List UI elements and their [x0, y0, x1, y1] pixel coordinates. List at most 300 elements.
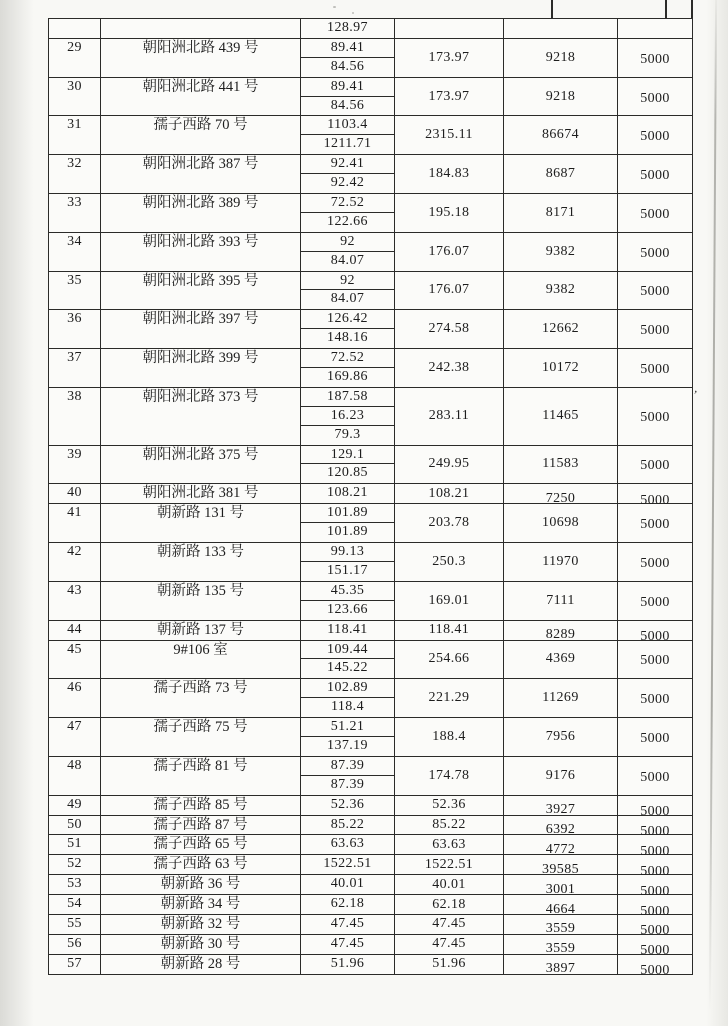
area-value: 126.42 [301, 310, 394, 329]
row-no: 51 [67, 836, 82, 852]
table-row [48, 446, 693, 485]
address-cell [100, 855, 300, 874]
row-amount: 3927 [545, 802, 576, 818]
table-row [48, 835, 693, 859]
area-subcells [300, 757, 394, 795]
row-address: 孺子西路 85 号 [153, 796, 248, 813]
amount-cell [503, 19, 617, 38]
area-value: 72.52 [301, 349, 394, 368]
address-cell [100, 955, 300, 974]
area-value: 148.16 [327, 330, 368, 346]
total-cell [394, 543, 503, 581]
row-amount: 11970 [542, 553, 579, 569]
row-no: 29 [67, 39, 82, 55]
row-total: 85.22 [432, 816, 466, 832]
row-amount: 9218 [545, 88, 576, 104]
table-row [48, 641, 693, 680]
address-cell [100, 504, 300, 542]
area-subcells [300, 233, 394, 271]
row-no: 50 [67, 816, 82, 832]
address-cell [100, 446, 300, 484]
row-address: 9#106 室 [173, 641, 228, 658]
row-address: 朝新路 34 号 [160, 896, 241, 913]
row-price: 5000 [640, 492, 670, 508]
amount-cell [503, 446, 617, 484]
row-amount: 9382 [545, 243, 576, 259]
total-cell [394, 388, 503, 445]
row-no: 47 [67, 719, 82, 735]
row-amount: 8687 [545, 166, 576, 182]
row-price: 5000 [640, 883, 670, 899]
area-subcells [300, 155, 394, 193]
row-no-cell [48, 855, 100, 874]
row-no: 39 [67, 446, 82, 462]
amount-cell [503, 233, 617, 271]
price-cell [617, 116, 693, 154]
area-value: 84.07 [330, 291, 365, 307]
address-cell [100, 582, 300, 620]
row-price: 5000 [640, 730, 670, 746]
row-amount: 4664 [545, 901, 576, 917]
area-value: 87.39 [301, 757, 394, 776]
row-price: 5000 [640, 555, 670, 571]
row-total: 283.11 [428, 408, 470, 424]
amount-cell [503, 895, 617, 917]
row-price: 5000 [640, 129, 670, 145]
total-cell [394, 757, 503, 795]
area-subcells [300, 955, 394, 974]
row-total: 203.78 [428, 515, 470, 531]
row-price: 5000 [640, 284, 670, 300]
row-no: 33 [67, 195, 82, 211]
row-no: 56 [67, 935, 82, 951]
row-no-cell [48, 955, 100, 974]
amount-cell [503, 310, 617, 348]
total-cell [394, 835, 503, 854]
row-total: 47.45 [432, 916, 466, 932]
row-no-cell [48, 582, 100, 620]
row-address: 孺子西路 70 号 [153, 117, 248, 134]
address-cell [100, 718, 300, 756]
area-value: 40.01 [330, 876, 365, 892]
row-price: 5000 [640, 323, 670, 339]
row-address: 朝阳洲北路 399 号 [142, 350, 259, 367]
area-value: 118.4 [331, 699, 364, 715]
price-cell [617, 641, 693, 679]
row-no: 41 [67, 505, 82, 521]
total-cell [394, 855, 503, 874]
table-row [48, 116, 693, 155]
table-row [48, 796, 693, 820]
row-no-cell [48, 310, 100, 348]
row-amount: 7956 [545, 728, 576, 744]
table-row [48, 582, 693, 621]
price-cell [617, 718, 693, 756]
row-no: 37 [67, 350, 82, 366]
row-address: 孺子西路 87 号 [153, 816, 248, 833]
row-address: 朝新路 36 号 [160, 876, 241, 893]
column-line-stub [551, 0, 553, 19]
address-cell [100, 835, 300, 854]
row-no: 32 [67, 156, 82, 172]
row-no-cell [48, 349, 100, 387]
area-value: 89.41 [301, 78, 394, 97]
price-cell [617, 19, 693, 38]
area-value: 101.89 [327, 524, 368, 540]
area-value: 1522.51 [323, 856, 372, 872]
row-price: 5000 [640, 517, 670, 533]
address-cell [100, 78, 300, 116]
row-no: 31 [67, 117, 82, 133]
amount-cell [503, 955, 617, 977]
total-cell [394, 915, 503, 934]
address-cell [100, 641, 300, 679]
area-value: 51.21 [301, 718, 394, 737]
total-cell [394, 895, 503, 914]
row-address: 朝阳洲北路 381 号 [142, 485, 259, 502]
area-value: 1211.71 [323, 136, 372, 152]
stray-mark: , [693, 380, 700, 396]
area-subcells [300, 19, 394, 38]
row-no-cell [48, 116, 100, 154]
row-no-cell [48, 915, 100, 934]
row-total: 169.01 [428, 592, 470, 608]
row-no: 35 [67, 272, 82, 288]
row-total: 51.96 [432, 956, 466, 972]
amount-cell [503, 39, 617, 77]
total-cell [394, 39, 503, 77]
area-subcells [300, 641, 394, 679]
address-cell [100, 935, 300, 954]
row-price: 5000 [640, 923, 670, 939]
price-cell [617, 194, 693, 232]
address-cell [100, 19, 300, 38]
row-total: 108.21 [428, 485, 470, 501]
scan-left-shadow [0, 0, 34, 1026]
row-address: 朝新路 137 号 [157, 621, 244, 638]
address-cell [100, 116, 300, 154]
total-cell [394, 679, 503, 717]
total-cell [394, 116, 503, 154]
row-total: 250.3 [432, 553, 466, 569]
row-total: 173.97 [428, 49, 470, 65]
row-total: 118.41 [428, 622, 470, 638]
address-cell [100, 194, 300, 232]
row-amount: 9176 [545, 767, 576, 783]
area-value: 92.41 [301, 155, 394, 174]
total-cell [394, 875, 503, 894]
row-total: 176.07 [428, 282, 470, 298]
row-no-cell [48, 816, 100, 835]
row-amount: 11269 [542, 690, 579, 706]
total-cell [394, 582, 503, 620]
row-address: 孺子西路 75 号 [153, 719, 248, 736]
table-row [48, 935, 693, 959]
row-total: 62.18 [432, 896, 466, 912]
area-value: 187.58 [301, 388, 394, 407]
row-price: 5000 [640, 168, 670, 184]
table-row [48, 39, 693, 78]
ledger-table [48, 18, 693, 979]
amount-cell [503, 504, 617, 542]
row-no: 40 [67, 485, 82, 501]
total-cell [394, 484, 503, 503]
row-amount: 3897 [545, 961, 576, 977]
row-total: 184.83 [428, 166, 470, 182]
row-address: 朝阳洲北路 397 号 [142, 311, 259, 328]
area-value: 51.96 [330, 955, 365, 971]
area-value: 63.63 [330, 836, 365, 852]
address-cell [100, 875, 300, 894]
row-no: 55 [67, 915, 82, 931]
area-value: 145.22 [327, 660, 368, 676]
row-address: 朝阳洲北路 393 号 [142, 233, 259, 250]
area-value: 84.56 [330, 58, 365, 74]
table-row [48, 915, 693, 939]
address-cell [100, 233, 300, 271]
row-total: 242.38 [428, 360, 470, 376]
row-no-cell [48, 446, 100, 484]
row-no: 38 [67, 388, 82, 404]
total-cell [394, 446, 503, 484]
row-amount: 11583 [542, 456, 579, 472]
row-price: 5000 [640, 594, 670, 610]
area-value: 109.44 [301, 641, 394, 660]
total-cell [394, 272, 503, 310]
price-cell [617, 543, 693, 581]
row-price: 5000 [640, 769, 670, 785]
row-price: 5000 [640, 245, 670, 261]
row-address: 朝新路 133 号 [157, 544, 244, 561]
area-subcells [300, 310, 394, 348]
row-no: 45 [67, 641, 82, 657]
row-address: 孺子西路 65 号 [153, 836, 248, 853]
area-subcells [300, 895, 394, 914]
area-subcells [300, 194, 394, 232]
row-total: 221.29 [428, 690, 470, 706]
area-value: 128.97 [327, 20, 368, 35]
row-address: 朝新路 135 号 [157, 582, 244, 599]
row-no: 46 [67, 680, 82, 696]
row-price: 5000 [640, 804, 670, 820]
row-amount: 9218 [545, 49, 576, 65]
area-subcells [300, 679, 394, 717]
row-no-cell [48, 935, 100, 954]
row-price: 5000 [640, 51, 670, 67]
row-no: 42 [67, 544, 82, 560]
total-cell [394, 155, 503, 193]
amount-cell [503, 855, 617, 877]
area-value: 84.56 [330, 97, 365, 113]
price-cell [617, 78, 693, 116]
area-value: 101.89 [301, 504, 394, 523]
table-row [48, 484, 693, 508]
row-no-cell [48, 272, 100, 310]
amount-cell [503, 875, 617, 897]
row-price: 5000 [640, 863, 670, 879]
row-price: 5000 [640, 206, 670, 222]
row-address: 孺子西路 81 号 [153, 757, 248, 774]
area-value: 108.21 [327, 485, 368, 501]
amount-cell [503, 388, 617, 445]
row-amount: 11465 [542, 408, 579, 424]
amount-cell [503, 116, 617, 154]
row-total: 174.78 [428, 767, 470, 783]
amount-cell [503, 582, 617, 620]
row-amount: 4772 [545, 841, 576, 857]
price-cell [617, 757, 693, 795]
row-no: 54 [67, 896, 82, 912]
area-subcells [300, 116, 394, 154]
amount-cell [503, 621, 617, 643]
table-row [48, 895, 693, 919]
table-row [48, 855, 693, 879]
address-cell [100, 679, 300, 717]
row-amount: 3559 [545, 921, 576, 937]
row-no: 30 [67, 78, 82, 94]
area-value: 92 [301, 233, 394, 252]
row-amount: 3001 [545, 881, 576, 897]
row-amount: 10172 [542, 360, 579, 376]
total-cell [394, 955, 503, 974]
row-address: 朝阳洲北路 395 号 [142, 272, 259, 289]
row-address: 朝新路 131 号 [157, 505, 244, 522]
area-value: 47.45 [330, 935, 365, 951]
area-value: 92 [301, 272, 394, 291]
table-row [48, 679, 693, 718]
row-address: 孺子西路 73 号 [153, 680, 248, 697]
area-subcells [300, 855, 394, 874]
price-cell [617, 233, 693, 271]
area-subcells [300, 543, 394, 581]
total-cell [394, 935, 503, 954]
price-cell [617, 310, 693, 348]
row-amount: 8171 [545, 204, 576, 220]
row-address: 朝新路 28 号 [160, 955, 241, 972]
area-subcells [300, 39, 394, 77]
price-cell [617, 349, 693, 387]
total-cell [394, 233, 503, 271]
area-value: 129.1 [301, 446, 394, 465]
area-subcells [300, 272, 394, 310]
row-amount: 39585 [542, 861, 579, 877]
total-cell [394, 194, 503, 232]
area-value: 85.22 [330, 816, 365, 832]
amount-cell [503, 194, 617, 232]
area-subcells [300, 718, 394, 756]
price-cell [617, 272, 693, 310]
total-cell [394, 641, 503, 679]
row-address: 孺子西路 63 号 [153, 856, 248, 873]
table-row [48, 388, 693, 446]
row-no-cell [48, 835, 100, 854]
table-row [48, 543, 693, 582]
row-amount: 4369 [545, 651, 576, 667]
price-cell [617, 446, 693, 484]
table-row [48, 155, 693, 194]
area-subcells [300, 935, 394, 954]
table-row [48, 955, 693, 979]
total-cell [394, 19, 503, 38]
row-no: 44 [67, 621, 82, 637]
area-subcells [300, 78, 394, 116]
row-no-cell [48, 757, 100, 795]
row-no: 49 [67, 796, 82, 812]
row-no-cell [48, 194, 100, 232]
table-row [48, 875, 693, 899]
address-cell [100, 310, 300, 348]
area-value: 84.07 [330, 252, 365, 268]
area-value: 92.42 [330, 175, 365, 191]
scan-speck [352, 12, 354, 14]
area-value: 79.3 [334, 426, 361, 442]
total-cell [394, 816, 503, 835]
amount-cell [503, 915, 617, 937]
row-no: 53 [67, 876, 82, 892]
row-no: 43 [67, 582, 82, 598]
row-amount: 9382 [545, 282, 576, 298]
amount-cell [503, 155, 617, 193]
row-no: 52 [67, 856, 82, 872]
total-cell [394, 310, 503, 348]
row-no-cell [48, 39, 100, 77]
row-no-cell [48, 233, 100, 271]
table-row [48, 349, 693, 388]
row-address: 朝新路 32 号 [160, 915, 241, 932]
price-cell [617, 621, 693, 645]
row-address: 朝阳洲北路 375 号 [142, 446, 259, 463]
amount-cell [503, 816, 617, 835]
column-line-stub [665, 0, 667, 19]
area-subcells [300, 915, 394, 934]
price-cell [617, 388, 693, 445]
row-address: 朝阳洲北路 373 号 [142, 388, 259, 405]
amount-cell [503, 796, 617, 818]
row-total: 274.58 [428, 321, 470, 337]
address-cell [100, 915, 300, 934]
amount-cell [503, 935, 617, 957]
row-address: 朝阳洲北路 387 号 [142, 156, 259, 173]
price-cell [617, 796, 693, 820]
price-cell [617, 504, 693, 542]
area-subcells [300, 349, 394, 387]
table-row [48, 310, 693, 349]
area-value: 169.86 [327, 369, 368, 385]
total-cell [394, 78, 503, 116]
row-no-cell [48, 19, 100, 38]
row-total: 63.63 [432, 836, 466, 852]
area-subcells [300, 484, 394, 503]
row-amount: 8289 [545, 627, 576, 643]
row-price: 5000 [640, 362, 670, 378]
address-cell [100, 757, 300, 795]
row-no: 36 [67, 311, 82, 327]
amount-cell [503, 679, 617, 717]
row-amount: 7250 [545, 490, 576, 506]
row-price: 5000 [640, 692, 670, 708]
row-no-cell [48, 78, 100, 116]
total-cell [394, 718, 503, 756]
row-no-cell [48, 543, 100, 581]
row-total: 47.45 [432, 936, 466, 952]
area-subcells [300, 875, 394, 894]
area-value: 122.66 [327, 213, 368, 229]
address-cell [100, 895, 300, 914]
row-total: 173.97 [428, 88, 470, 104]
table-row [48, 504, 693, 543]
area-value: 1103.4 [301, 116, 394, 135]
amount-cell [503, 641, 617, 679]
